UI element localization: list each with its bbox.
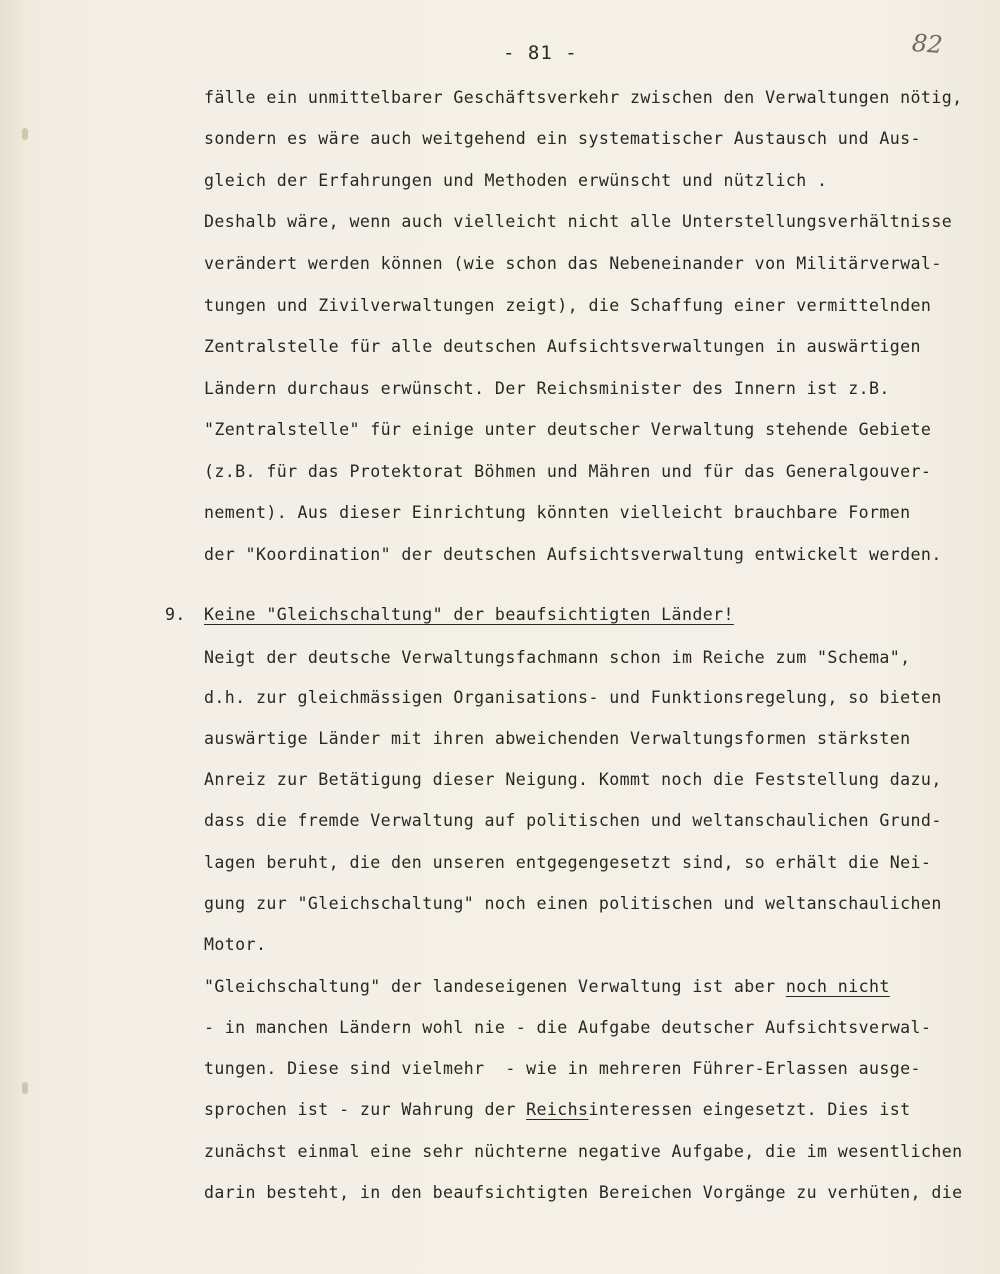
text-segment: sprochen ist - zur Wahrung der [204, 1100, 527, 1119]
punch-hole-mark-bottom [22, 1082, 28, 1094]
text-line [204, 1100, 911, 1120]
text-line: nement). Aus dieser Einrichtung könnten vielleicht brauchbare Formen [204, 503, 911, 522]
text-line: (z.B. für das Protektorat Böhmen und Mähren und für das Generalgouver- [204, 462, 932, 481]
text-line: auswärtige Länder mit ihren abweichenden Verwaltungsformen stärksten [204, 729, 911, 748]
text-line: gung zur "Gleichschaltung" noch einen politischen und weltanschaulichen [204, 894, 942, 913]
section-number: 9. [165, 605, 186, 624]
text-line: Deshalb wäre, wenn auch vielleicht nicht alle Unterstellungsverhältnisse [204, 212, 953, 231]
text-line: verändert werden können (wie schon das Nebeneinander von Militärverwal- [204, 254, 942, 273]
underlined-phrase: Reichs [526, 1100, 589, 1119]
text-line: Anreiz zur Betätigung dieser Neigung. Kommt noch die Feststellung dazu, [204, 770, 942, 789]
text-line: Neigt der deutsche Verwaltungsfachmann schon im Reiche zum "Schema", [204, 648, 911, 667]
text-line: Ländern durchaus erwünscht. Der Reichsminister des Innern ist z.B. [204, 379, 890, 398]
text-line [204, 977, 890, 997]
text-line: lagen beruht, die den unseren entgegengesetzt sind, so erhält die Nei- [204, 853, 932, 872]
text-line: Motor. [204, 935, 267, 954]
section-heading: Keine "Gleichschaltung" der beaufsichtigten Länder! [204, 605, 734, 624]
text-line: der "Koordination" der deutschen Aufsichtsverwaltung entwickelt werden. [204, 545, 942, 564]
page-number: - 81 - [503, 42, 578, 64]
text-line: tungen und Zivilverwaltungen zeigt), die Schaffung einer vermittelnden [204, 296, 932, 315]
text-line: zunächst einmal eine sehr nüchterne negative Aufgabe, die im wesentlichen [204, 1142, 963, 1161]
text-segment: "Gleichschaltung" der landeseigenen Verwaltung ist aber [204, 977, 786, 996]
text-segment: interessen eingesetzt. Dies ist [588, 1100, 911, 1119]
text-line: darin besteht, in den beaufsichtigten Bereichen Vorgänge zu verhüten, die [204, 1183, 963, 1202]
text-line: fälle ein unmittelbarer Geschäftsverkehr zwischen den Verwaltungen nötig, [204, 88, 963, 107]
text-line: sondern es wäre auch weitgehend ein systematischer Austausch und Aus- [204, 129, 921, 148]
text-line: d.h. zur gleichmässigen Organisations- und Funktionsregelung, so bieten [204, 688, 942, 707]
text-line: gleich der Erfahrungen und Methoden erwünscht und nützlich . [204, 171, 828, 190]
underlined-phrase: noch nicht [785, 977, 890, 996]
handwritten-folio-number: 82 [911, 28, 944, 60]
text-line: dass die fremde Verwaltung auf politischen und weltanschaulichen Grund- [204, 811, 942, 830]
punch-hole-mark-top [22, 128, 28, 140]
text-line: Zentralstelle für alle deutschen Aufsichtsverwaltungen in auswärtigen [204, 337, 921, 356]
text-line: - in manchen Ländern wohl nie - die Aufgabe deutscher Aufsichtsverwal- [204, 1018, 932, 1037]
text-line: tungen. Diese sind vielmehr - wie in mehreren Führer-Erlassen ausge- [204, 1059, 921, 1078]
text-line: "Zentralstelle" für einige unter deutscher Verwaltung stehende Gebiete [204, 420, 932, 439]
